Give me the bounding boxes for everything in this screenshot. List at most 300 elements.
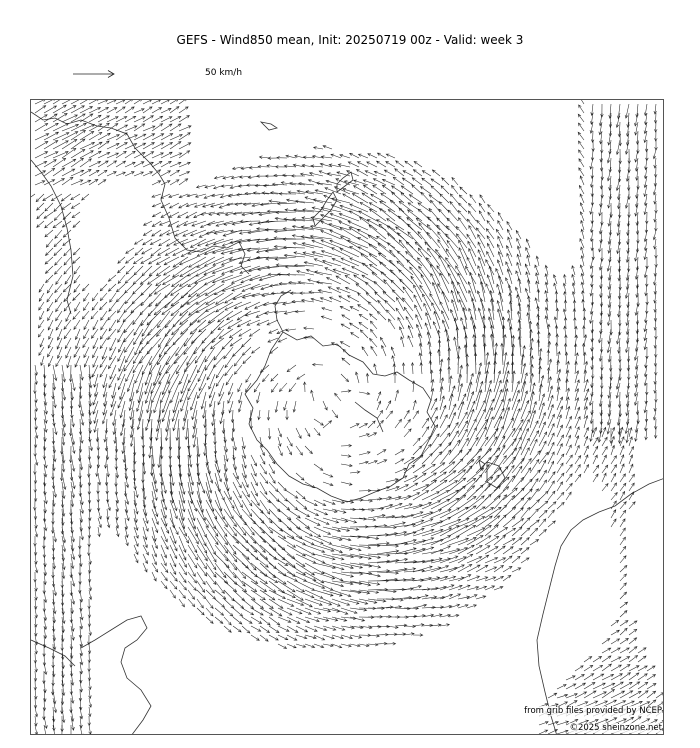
wind-arrow (327, 277, 342, 284)
south-america-west (31, 160, 73, 314)
wind-arrow (233, 437, 237, 450)
wind-arrow (69, 446, 72, 463)
legend-scale-label: 50 km/h (205, 68, 243, 78)
wind-arrow (98, 170, 107, 176)
wind-arrow (539, 529, 546, 536)
wind-arrow (272, 183, 287, 186)
wind-arrow (395, 607, 410, 610)
wind-arrow (134, 162, 144, 167)
wind-arrow (37, 212, 44, 219)
wind-arrow (602, 437, 607, 446)
wind-arrow (248, 230, 269, 234)
wind-arrow (629, 492, 634, 500)
wind-arrow (620, 657, 630, 663)
wind-arrow (261, 284, 278, 290)
wind-arrow (329, 223, 350, 230)
wind-arrow (396, 308, 404, 320)
wind-arrow (518, 337, 521, 356)
wind-arrow (449, 412, 456, 428)
wind-arrow (399, 327, 404, 338)
wind-arrow (53, 527, 57, 542)
wind-arrow (655, 392, 658, 402)
wind-arrow (654, 302, 657, 312)
wind-arrow (627, 347, 630, 362)
wind-arrow (313, 363, 324, 366)
wind-arrow (100, 293, 107, 301)
wind-arrow (566, 445, 571, 455)
wind-arrow (575, 683, 586, 689)
wind-arrow (34, 383, 37, 394)
wind-arrow (54, 203, 62, 212)
wind-arrow (35, 662, 38, 672)
wind-arrow (287, 581, 305, 592)
wind-arrow (233, 572, 245, 586)
wind-arrow (321, 250, 341, 257)
wind-arrow (251, 572, 267, 584)
wind-arrow (249, 329, 260, 336)
wind-arrow (530, 392, 534, 410)
wind-arrow (57, 329, 62, 340)
wind-arrow (89, 142, 102, 149)
wind-arrow (449, 273, 459, 293)
wind-arrow (467, 605, 476, 609)
wind-arrow (169, 428, 172, 450)
wind-arrow (49, 329, 54, 339)
wind-arrow (305, 428, 310, 437)
wind-arrow (34, 626, 37, 636)
wind-arrow (370, 338, 378, 347)
wind-arrow (439, 368, 442, 383)
wind-arrow (395, 390, 399, 401)
wind-arrow (654, 401, 657, 411)
wind-arrow (88, 572, 91, 582)
wind-arrow (89, 680, 92, 689)
wind-arrow (521, 438, 529, 455)
wind-arrow (264, 184, 278, 187)
wind-arrow (116, 172, 125, 176)
wind-arrow (618, 284, 621, 299)
wind-arrow (371, 346, 377, 356)
wind-arrow (593, 427, 597, 437)
wind-arrow (611, 493, 617, 501)
wind-arrow (125, 107, 134, 113)
wind-arrow (188, 563, 195, 576)
wind-arrow (169, 212, 179, 217)
wind-arrow (215, 518, 227, 537)
wind-arrow (312, 251, 332, 257)
wind-arrow (404, 615, 417, 618)
wind-arrow (56, 311, 62, 321)
wind-arrow (494, 546, 505, 554)
wind-arrow (283, 174, 296, 177)
wind-arrow (40, 338, 44, 347)
wind-arrow (602, 447, 607, 456)
wind-arrow (270, 284, 287, 287)
wind-arrow (287, 437, 292, 446)
wind-arrow (343, 349, 350, 356)
wind-arrow (411, 363, 414, 374)
wind-arrow (358, 293, 368, 302)
wind-arrow (295, 310, 305, 313)
wind-arrow (296, 599, 312, 607)
wind-arrow (381, 345, 386, 356)
wind-arrow (39, 347, 44, 355)
wind-arrow (629, 638, 637, 644)
wind-arrow (458, 421, 468, 437)
wind-arrow (296, 473, 304, 480)
wind-arrow (98, 509, 101, 519)
wind-arrow (206, 563, 216, 577)
wind-arrow (413, 170, 422, 176)
wind-arrow (43, 734, 46, 735)
wind-arrow (145, 365, 152, 385)
wind-arrow (467, 545, 482, 554)
wind-arrow (575, 674, 584, 680)
wind-arrow (341, 464, 352, 467)
wind-arrow (64, 320, 71, 329)
wind-arrow (655, 248, 658, 258)
wind-arrow (378, 300, 386, 311)
wind-arrow (64, 329, 71, 339)
wind-arrow (212, 329, 224, 343)
wind-arrow (611, 465, 617, 473)
wind-arrow (150, 239, 161, 245)
wind-arrow (179, 473, 185, 494)
wind-arrow (314, 509, 328, 515)
wind-arrow (224, 437, 228, 452)
wind-arrow (566, 492, 571, 500)
wind-arrow (224, 509, 236, 527)
wind-arrow (625, 140, 629, 154)
wind-arrow (80, 527, 84, 540)
wind-arrow (260, 581, 276, 592)
wind-arrow (375, 292, 386, 302)
wind-arrow (653, 275, 656, 285)
wind-arrow (305, 446, 312, 454)
wind-arrow (152, 500, 158, 517)
wind-arrow (566, 483, 572, 491)
wind-arrow (296, 554, 316, 563)
wind-arrow (161, 161, 171, 167)
wind-arrow (479, 211, 485, 221)
wind-arrow (593, 474, 598, 482)
wind-arrow (170, 590, 176, 598)
wind-arrow (241, 275, 260, 283)
wind-arrow (440, 526, 459, 536)
wind-arrow (287, 500, 298, 510)
wind-arrow (134, 117, 145, 122)
wind-arrow (581, 220, 584, 230)
wind-arrow (35, 707, 38, 717)
wind-arrow (279, 383, 287, 392)
wind-arrow (654, 419, 657, 429)
wind-arrow (152, 153, 163, 158)
wind-arrow (521, 448, 529, 464)
wind-arrow (71, 428, 75, 445)
wind-arrow (602, 473, 606, 482)
wind-arrow (539, 510, 547, 518)
wind-arrow (450, 310, 458, 330)
wind-arrow (92, 302, 98, 310)
wind-arrow (608, 212, 611, 226)
wind-arrow (170, 518, 178, 535)
wind-arrow (566, 693, 577, 698)
wind-arrow (286, 329, 296, 332)
wind-arrow (566, 684, 576, 689)
wind-arrow (46, 248, 54, 256)
wind-arrow (530, 431, 539, 446)
wind-arrow (579, 185, 584, 194)
wind-arrow (556, 334, 559, 347)
wind-arrow (386, 642, 396, 645)
wind-arrow (98, 527, 101, 537)
wind-arrow (440, 624, 449, 627)
wind-arrow (278, 338, 287, 342)
wind-arrow (404, 429, 411, 437)
wind-arrow (310, 225, 332, 230)
wind-arrow (179, 179, 188, 185)
wind-arrow (611, 519, 616, 527)
wind-arrow (80, 410, 84, 425)
wind-arrow (233, 482, 241, 498)
wind-arrow (494, 408, 504, 428)
wind-arrow (620, 464, 624, 473)
wind-arrow (535, 298, 539, 311)
wind-arrow (79, 734, 82, 735)
wind-arrow (73, 293, 80, 301)
wind-arrow (269, 635, 278, 640)
wind-arrow (512, 508, 523, 518)
wind-arrow (351, 333, 359, 339)
wind-arrow (283, 238, 305, 241)
wind-arrow (578, 141, 584, 149)
wind-arrow (359, 392, 370, 395)
wind-arrow (422, 294, 431, 311)
wind-arrow (332, 608, 348, 614)
wind-arrow (62, 428, 65, 445)
wind-arrow (161, 124, 172, 131)
wind-arrow (141, 257, 152, 264)
wind-arrow (580, 239, 584, 248)
wind-arrow (323, 500, 335, 505)
wind-arrow (286, 410, 289, 420)
wind-arrow (368, 460, 377, 464)
wind-arrow (629, 656, 638, 663)
wind-arrow (131, 410, 134, 429)
wind-arrow (358, 305, 368, 311)
wind-arrow (104, 455, 107, 468)
wind-arrow (395, 485, 408, 491)
wind-arrow (176, 419, 179, 440)
wind-arrow (299, 182, 314, 185)
wind-arrow (548, 693, 557, 698)
wind-arrow (47, 293, 53, 302)
wind-arrow (89, 725, 92, 734)
wind-arrow (478, 235, 485, 249)
wind-arrow (309, 291, 323, 294)
wind-arrow (322, 307, 332, 311)
wind-arrow (267, 320, 278, 325)
wind-arrow (359, 314, 368, 320)
wind-arrow (35, 518, 38, 528)
wind-arrow (581, 229, 584, 239)
wind-arrow (275, 401, 278, 412)
wind-arrow (404, 419, 410, 428)
wind-arrow (245, 192, 260, 195)
wind-arrow (476, 390, 482, 410)
wind-arrow (144, 221, 153, 225)
wind-arrow (39, 293, 44, 301)
wind-arrow (152, 100, 161, 104)
wind-arrow (152, 181, 161, 185)
wind-arrow (263, 374, 270, 382)
wind-arrow (654, 158, 657, 168)
wind-arrow (323, 563, 344, 570)
wind-arrow (341, 617, 356, 620)
wind-arrow (653, 410, 656, 420)
wind-arrow (185, 419, 188, 440)
wind-arrow (145, 410, 152, 431)
wind-arrow (341, 374, 349, 382)
wind-arrow (108, 311, 116, 320)
wind-arrow (490, 334, 494, 356)
wind-arrow (267, 410, 270, 420)
wind-arrow (197, 554, 207, 569)
wind-arrow (62, 100, 75, 104)
wind-arrow (284, 401, 287, 410)
wind-arrow (341, 482, 352, 485)
wind-arrow (377, 450, 386, 455)
wind-arrow (584, 657, 592, 663)
wind-arrow (467, 257, 476, 275)
wind-arrow (647, 666, 655, 671)
wind-arrow (71, 536, 74, 551)
wind-arrow (405, 161, 413, 167)
wind-arrow (133, 356, 143, 373)
wind-arrow (530, 439, 537, 455)
wind-arrow (610, 428, 613, 443)
wind-arrow (575, 371, 579, 383)
wind-arrow (72, 212, 80, 218)
wind-arrow (46, 239, 53, 247)
south-america-coastline (31, 112, 249, 274)
wind-arrow (260, 518, 273, 533)
wind-arrow (271, 383, 278, 392)
wind-arrow (360, 330, 368, 338)
wind-arrow (404, 520, 424, 527)
wind-arrow (377, 642, 387, 645)
wind-arrow (187, 194, 197, 197)
wind-arrow (512, 568, 521, 572)
wind-arrow (350, 508, 365, 511)
wind-arrow (34, 671, 37, 681)
wind-arrow (258, 410, 261, 420)
wind-arrow (454, 337, 459, 356)
wind-arrow (371, 329, 378, 338)
wind-arrow (620, 483, 626, 491)
wind-arrow (458, 374, 462, 392)
wind-arrow (233, 455, 237, 470)
wind-arrow (401, 337, 404, 347)
wind-arrow (584, 674, 594, 680)
wind-arrow (89, 115, 101, 122)
wind-arrow (84, 329, 90, 339)
wind-arrow (638, 656, 646, 662)
wind-arrow (539, 413, 546, 429)
wind-arrow (278, 644, 287, 649)
wind-arrow (616, 113, 620, 127)
wind-arrow (170, 170, 180, 176)
wind-arrow (536, 256, 539, 266)
wind-arrow (296, 518, 310, 528)
wind-arrow (62, 707, 65, 723)
wind-arrow (34, 437, 37, 447)
wind-arrow (34, 482, 37, 492)
wind-arrow (35, 644, 38, 654)
wind-arrow (323, 473, 333, 477)
wind-arrow (44, 590, 47, 603)
wind-arrow (654, 347, 657, 357)
wind-arrow (557, 502, 564, 509)
wind-arrow (88, 617, 91, 627)
wind-arrow (304, 261, 323, 266)
wind-arrow (420, 363, 423, 374)
wind-arrow (350, 323, 360, 329)
wind-arrow (392, 356, 395, 365)
wind-arrow (620, 574, 627, 581)
wind-arrow (497, 260, 503, 275)
wind-arrow (429, 361, 432, 374)
wind-arrow (80, 590, 83, 602)
wind-arrow (321, 156, 332, 159)
wind-arrow (38, 329, 44, 337)
wind-arrow (116, 107, 125, 113)
wind-arrow (414, 161, 422, 167)
wind-arrow (206, 491, 214, 511)
wind-arrow (170, 581, 177, 589)
wind-arrow (629, 629, 637, 635)
wind-arrow (93, 356, 98, 367)
wind-arrow (188, 518, 198, 536)
wind-arrow (35, 734, 38, 735)
wind-arrow (403, 171, 413, 176)
wind-arrow (590, 257, 593, 269)
wind-arrow (206, 554, 216, 570)
wind-arrow (218, 311, 233, 322)
wind-arrow (321, 316, 332, 320)
wind-arrow (47, 302, 53, 311)
wind-arrow (413, 538, 434, 545)
wind-arrow (644, 104, 647, 116)
wind-arrow (654, 374, 657, 384)
wind-arrow (359, 424, 368, 429)
wind-arrow (451, 300, 458, 320)
wind-arrow (70, 644, 73, 658)
wind-arrow (35, 181, 45, 185)
wind-arrow (470, 195, 476, 203)
wind-arrow (350, 211, 369, 221)
wind-arrow (395, 624, 407, 627)
wind-arrow (395, 504, 412, 510)
wind-arrow (44, 725, 47, 735)
wind-arrow (98, 133, 110, 140)
wind-arrow (212, 194, 224, 197)
wind-arrow (101, 311, 107, 320)
wind-arrow (618, 392, 621, 408)
wind-arrow (340, 306, 350, 311)
wind-arrow (215, 455, 220, 473)
wind-arrow (53, 151, 68, 158)
